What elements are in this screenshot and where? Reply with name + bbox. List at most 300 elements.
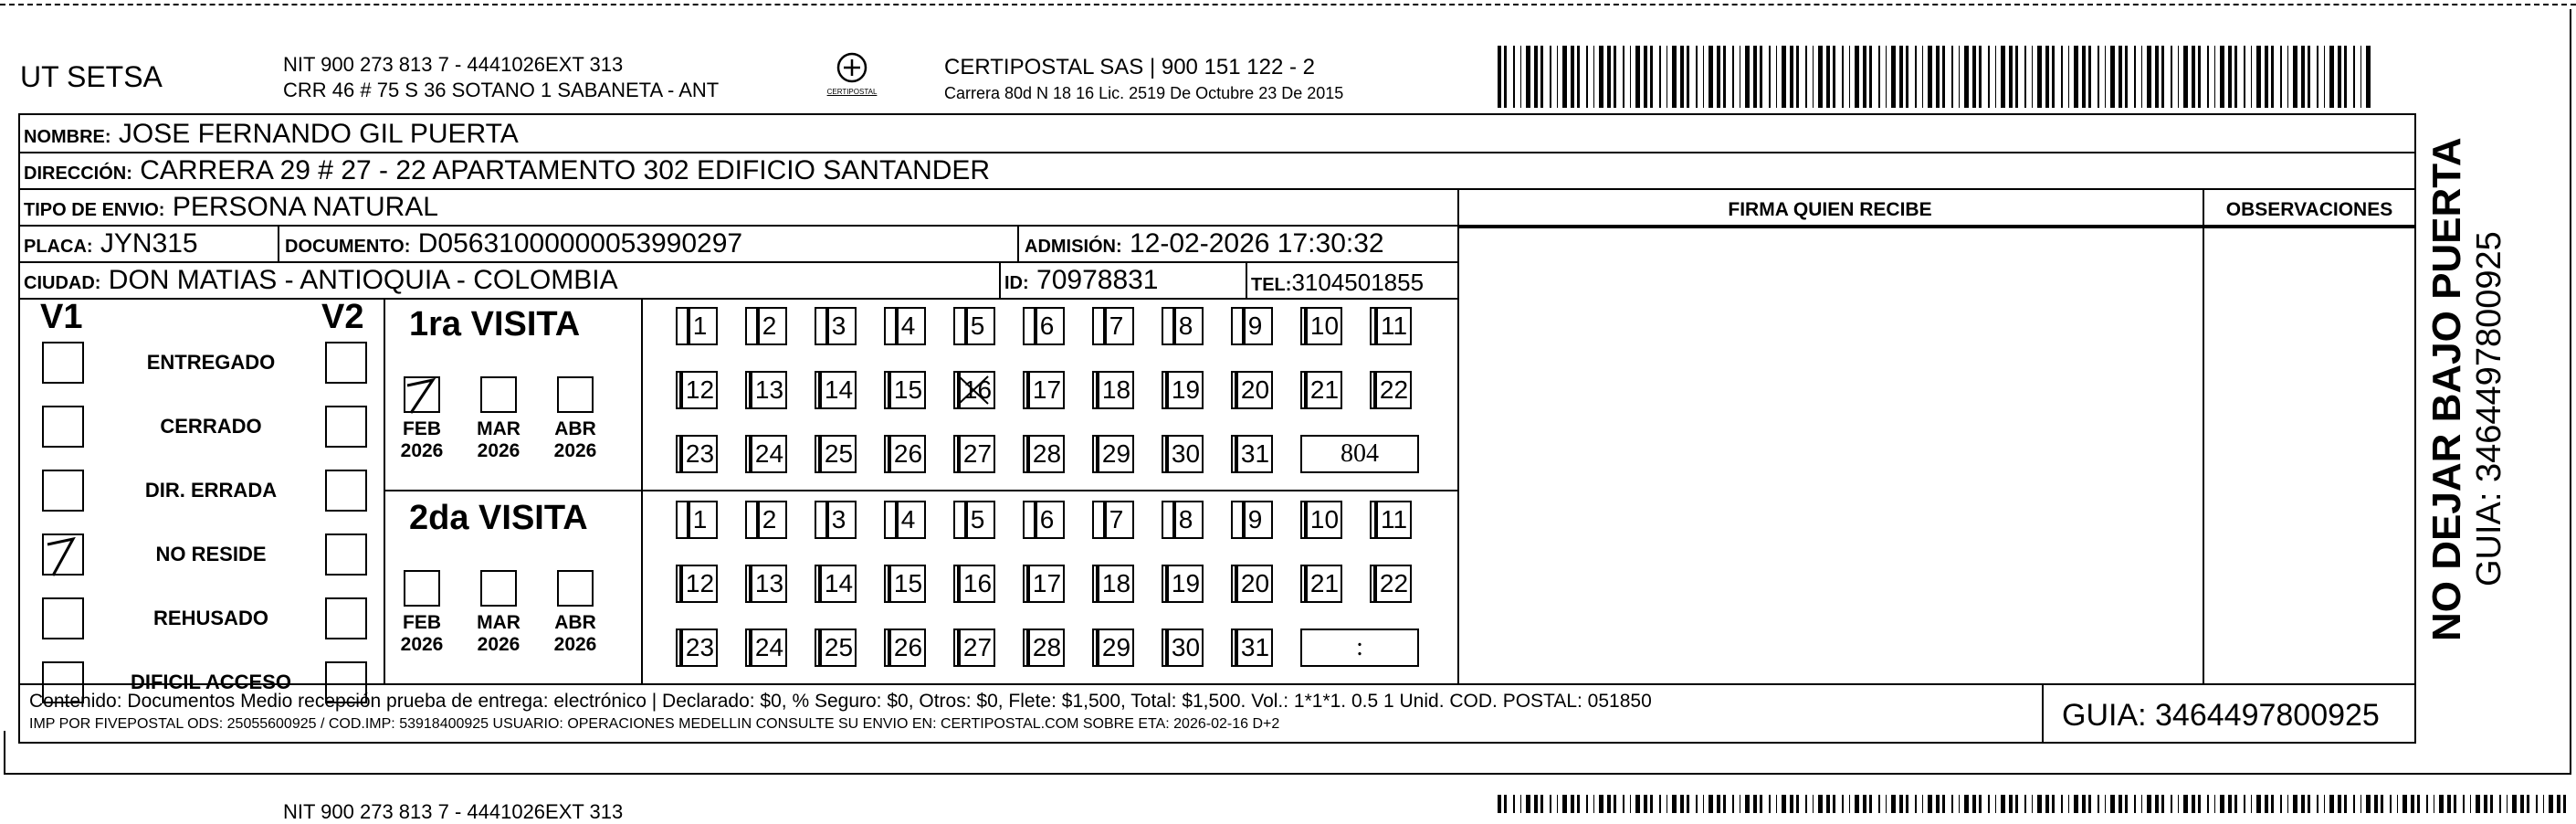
v1-checkbox[interactable] [42, 533, 84, 576]
barcode-bar [2119, 46, 2122, 108]
barcode-bar [2403, 795, 2407, 813]
day-box[interactable]: 7 [1092, 501, 1134, 539]
barcode-bar [1826, 795, 1830, 813]
barcode-bar [2426, 795, 2428, 813]
day-box[interactable]: 20 [1231, 371, 1273, 409]
v1-checkbox[interactable] [42, 470, 84, 512]
barcode-bar [2110, 46, 2115, 108]
barcode-bar [2390, 795, 2392, 813]
barcode-bar [1599, 46, 1603, 108]
barcode-bar [2105, 46, 2106, 108]
barcode-graphic [1498, 46, 2374, 108]
barcode-bar [2366, 46, 2371, 108]
barcode-bar [2141, 46, 2142, 108]
barcode-bar [2228, 795, 2232, 813]
day-box[interactable]: 27 [953, 435, 995, 473]
check-mark-icon [953, 371, 995, 409]
admision-row [1025, 228, 1384, 262]
barcode-bar [1650, 46, 1653, 108]
barcode-bar [1891, 46, 1896, 108]
month-label: FEB 2026 [400, 418, 444, 461]
day-box[interactable]: 28 [1023, 629, 1065, 667]
barcode-bar [1504, 46, 1507, 108]
barcode-bar [1614, 46, 1616, 108]
day-box[interactable]: 2 [745, 307, 787, 345]
barcode-bar [1745, 795, 1750, 813]
admision-label: ADMISIÓN: [1025, 237, 1122, 257]
barcode-bar [2074, 795, 2078, 813]
status-label: DIR. ERRADA [144, 479, 278, 502]
barcode-bar [2214, 46, 2215, 108]
day-box[interactable]: 3 [815, 307, 857, 345]
v1-label: V1 [40, 298, 83, 336]
barcode-bar [1557, 46, 1558, 108]
next-label-barcode [1498, 795, 2566, 813]
row-divider [1457, 227, 2416, 228]
ciudad-value: DON MATIAS - ANTIOQUIA - COLOMBIA [108, 265, 618, 295]
barcode-bar [2155, 795, 2159, 813]
day-box[interactable]: 13 [745, 371, 787, 409]
barcode-bar [1696, 795, 1698, 813]
second-visit-time[interactable]: : [1300, 629, 1419, 667]
day-box[interactable]: 30 [1162, 435, 1204, 473]
day-box[interactable]: 11 [1370, 501, 1412, 539]
day-box[interactable]: 29 [1092, 629, 1134, 667]
barcode-bar [1790, 46, 1793, 108]
barcode-bar [2360, 795, 2361, 813]
day-box[interactable]: 17 [1023, 371, 1065, 409]
observaciones-label: OBSERVACIONES [2225, 199, 2393, 220]
status-label: REHUSADO [153, 607, 268, 629]
barcode-bar [1813, 795, 1814, 813]
day-box[interactable]: 26 [884, 629, 926, 667]
footer-line-1: Contenido: Documentos Medio recepción prueba de entrega: electrónico | Declarado: $0, % Seguro: $0, Otros: $0, Flete: $1,500, Total: $1,500. Vol.: 1*1*1. 0.5 1 Unid. COD. POSTAL: 051850 [29, 691, 1652, 712]
barcode-bar [1818, 795, 1823, 813]
day-box[interactable]: 5 [953, 501, 995, 539]
barcode-bar [2329, 46, 2334, 108]
barcode-bar [2052, 46, 2055, 108]
v2-checkbox[interactable] [325, 597, 367, 639]
barcode-bar [1513, 46, 1515, 108]
barcode-bar [2512, 795, 2517, 813]
side-guia: GUIA: 3464497800925 [2470, 231, 2508, 586]
barcode-bar [2161, 795, 2164, 813]
barcode-bar [1863, 46, 1866, 108]
tel-value: 3104501855 [1291, 269, 1425, 296]
barcode-bar [1723, 46, 1726, 108]
day-box[interactable]: 24 [745, 629, 787, 667]
day-box[interactable]: 30 [1162, 629, 1204, 667]
day-box[interactable]: 23 [676, 629, 718, 667]
month-checkbox[interactable] [557, 570, 594, 607]
day-box[interactable]: 10 [1300, 307, 1342, 345]
barcode-bar [1687, 46, 1689, 108]
barcode-bar [2155, 46, 2159, 108]
barcode-bar [2125, 795, 2128, 813]
barcode-bar [1979, 795, 1982, 813]
barcode-bar [1826, 46, 1830, 108]
day-box[interactable]: 2 [745, 501, 787, 539]
barcode-bar [2287, 795, 2288, 813]
barcode-bar [2052, 795, 2055, 813]
barcode-bar [2360, 46, 2361, 108]
day-box[interactable]: 3 [815, 501, 857, 539]
second-visit-label: 2da VISITA [409, 499, 588, 537]
barcode-bar [1922, 795, 1923, 813]
barcode-bar [2507, 795, 2508, 813]
day-box[interactable]: 12 [676, 371, 718, 409]
day-box[interactable]: 12 [676, 565, 718, 603]
barcode-bar [2192, 795, 2195, 813]
barcode-bar [1540, 795, 1543, 813]
placa-divider [278, 225, 279, 261]
v1-checkbox[interactable] [42, 597, 84, 639]
day-box[interactable]: 14 [815, 565, 857, 603]
barcode-bar [1928, 795, 1932, 813]
day-box[interactable]: 16 [953, 565, 995, 603]
guia-divider [2042, 683, 2044, 744]
barcode-bar [2244, 46, 2245, 108]
day-box[interactable]: 8 [1162, 307, 1204, 345]
visit-divider [384, 490, 1457, 491]
barcode-bar [2015, 46, 2018, 108]
barcode-bar [2256, 46, 2261, 108]
barcode-bar [1630, 795, 1631, 813]
barcode-bar [1782, 795, 1786, 813]
barcode-bar [1687, 795, 1689, 813]
barcode-bar [2381, 795, 2383, 813]
month-label: MAR 2026 [477, 612, 520, 655]
barcode-bar [1869, 46, 1872, 108]
barcode-bar [1562, 46, 1567, 108]
barcode-bar [2557, 795, 2560, 813]
first-visit-label: 1ra VISITA [409, 305, 581, 343]
barcode-bar [2134, 795, 2136, 813]
barcode-bar [1869, 795, 1872, 813]
day-box[interactable]: 15 [884, 565, 926, 603]
day-box[interactable]: 31 [1231, 435, 1273, 473]
v2-checkbox[interactable] [325, 533, 367, 576]
day-box[interactable]: 21 [1300, 371, 1342, 409]
day-box[interactable]: 14 [815, 371, 857, 409]
barcode-bar [2338, 46, 2341, 108]
day-box[interactable]: 7 [1092, 307, 1134, 345]
tel-label: TEL: [1251, 275, 1292, 295]
barcode-bar [1696, 46, 1698, 108]
barcode-bar [1796, 46, 1799, 108]
barcode-bar [1745, 46, 1750, 108]
barcode-bar [2520, 795, 2524, 813]
day-box[interactable]: 22 [1370, 565, 1412, 603]
barcode-bar [1557, 795, 1558, 813]
barcode-bar [1635, 46, 1640, 108]
month-checkbox[interactable] [557, 376, 594, 413]
day-box[interactable]: 22 [1370, 371, 1412, 409]
barcode-bar [1964, 795, 1969, 813]
day-box[interactable]: 21 [1300, 565, 1342, 603]
logo-text: CERTIPOSTAL [826, 88, 878, 96]
day-box[interactable]: 19 [1162, 371, 1204, 409]
day-box[interactable]: 25 [815, 435, 857, 473]
v1-checkbox[interactable] [42, 342, 84, 384]
barcode-bar [1906, 46, 1908, 108]
barcode-bar [2476, 795, 2480, 813]
barcode-bar [1878, 46, 1880, 108]
nombre-row [24, 119, 519, 153]
barcode-bar [1922, 46, 1923, 108]
barcode-bar [2147, 46, 2151, 108]
direccion-row [24, 155, 990, 189]
day-box[interactable]: 18 [1092, 565, 1134, 603]
month-checkbox[interactable] [404, 570, 440, 607]
v2-checkbox[interactable] [325, 342, 367, 384]
barcode-bar [1703, 795, 1704, 813]
month-label: FEB 2026 [400, 612, 444, 655]
barcode-bar [2411, 795, 2414, 813]
barcode-bar [2088, 795, 2091, 813]
day-box[interactable]: 9 [1231, 501, 1273, 539]
barcode-bar [2417, 795, 2420, 813]
barcode-bar [1644, 795, 1647, 813]
certipostal-line-1: CERTIPOSTAL SAS | 900 151 122 - 2 [944, 55, 1315, 79]
barcode-bar [2271, 46, 2274, 108]
barcode-bar [2088, 46, 2091, 108]
day-box[interactable]: 6 [1023, 307, 1065, 345]
barcode-bar [2009, 46, 2013, 108]
direccion-value: CARRERA 29 # 27 - 22 APARTAMENTO 302 EDIFICIO SANTANDER [140, 155, 991, 185]
barcode-bar [2293, 795, 2297, 813]
barcode-bar [1942, 46, 1945, 108]
v1-checkbox[interactable] [42, 406, 84, 448]
barcode-bar [1805, 795, 1807, 813]
barcode-bar [2032, 46, 2033, 108]
barcode-bar [2470, 795, 2471, 813]
day-box[interactable]: 15 [884, 371, 926, 409]
day-box[interactable]: 28 [1023, 435, 1065, 473]
day-box[interactable]: 10 [1300, 501, 1342, 539]
barcode-bar [2074, 46, 2078, 108]
admision-value: 12-02-2026 17:30:32 [1130, 228, 1384, 259]
barcode-bar [2098, 795, 2099, 813]
v2-checkbox[interactable] [325, 406, 367, 448]
day-box[interactable]: 13 [745, 565, 787, 603]
barcode-bar [2447, 795, 2451, 813]
barcode-bar [2374, 795, 2378, 813]
barcode-bar [1899, 46, 1903, 108]
barcode-bar [2251, 795, 2252, 813]
barcode-bar [1513, 795, 1515, 813]
next-barcode-graphic [1498, 795, 2566, 813]
barcode-bar [1782, 46, 1786, 108]
barcode-bar [1504, 795, 1507, 813]
nit-line-1: NIT 900 273 813 7 - 4441026EXT 313 [283, 53, 624, 76]
barcode-bar [1607, 46, 1611, 108]
observaciones-divider [2203, 188, 2204, 683]
placa-value: JYN315 [100, 228, 198, 259]
barcode-bar [1562, 795, 1567, 813]
footer-line-2: IMP POR FIVEPOSTAL ODS: 25055600925 / COD.IMP: 53918400925 USUARIO: OPERACIONES MEDELLIN CONSULTE SU ENVIO EN: CERTIPOSTAL.COM SOBRE ETA: 2026-02-16 D+2 [29, 716, 1280, 732]
barcode-bar [2499, 795, 2501, 813]
barcode-bar [1891, 795, 1896, 813]
barcode-bar [1855, 46, 1859, 108]
barcode-bar [2234, 795, 2237, 813]
month-checkbox[interactable] [404, 376, 440, 413]
day-box[interactable]: 9 [1231, 307, 1273, 345]
barcode [1498, 46, 2374, 108]
barcode-bar [2490, 795, 2493, 813]
barcode-bar [2171, 795, 2172, 813]
barcode-bar [1534, 46, 1538, 108]
admision-divider [1017, 225, 1019, 261]
barcode-bar [1680, 46, 1684, 108]
barcode-bar [1915, 795, 1917, 813]
barcode-bar [2251, 46, 2252, 108]
day-box[interactable]: 23 [676, 435, 718, 473]
barcode-bar [1550, 46, 1551, 108]
day-box[interactable]: 27 [953, 629, 995, 667]
barcode-bar [2001, 46, 2005, 108]
day-box[interactable]: 1 [676, 307, 718, 345]
day-box[interactable]: 8 [1162, 501, 1204, 539]
status-label: DIFICIL ACCESO [130, 671, 291, 693]
day-box[interactable]: 16 [953, 371, 995, 409]
barcode-bar [1988, 795, 1990, 813]
barcode-bar [1732, 795, 1734, 813]
barcode-bar [1906, 795, 1908, 813]
barcode-bar [1769, 795, 1771, 813]
barcode-bar [1760, 795, 1762, 813]
barcode-bar [2178, 46, 2179, 108]
day-box[interactable]: 31 [1231, 629, 1273, 667]
day-box[interactable]: 26 [884, 435, 926, 473]
barcode-bar [2045, 46, 2049, 108]
barcode-bar [2228, 46, 2232, 108]
id-label: ID: [1004, 273, 1029, 293]
barcode-bar [1577, 795, 1580, 813]
barcode-bar [2220, 795, 2224, 813]
barcode-bar [2037, 46, 2042, 108]
barcode-bar [1833, 46, 1835, 108]
barcode-bar [2527, 795, 2529, 813]
v2-checkbox[interactable] [325, 470, 367, 512]
day-box[interactable]: 11 [1370, 307, 1412, 345]
day-box[interactable]: 19 [1162, 565, 1204, 603]
barcode-bar [1709, 46, 1713, 108]
day-box[interactable]: 24 [745, 435, 787, 473]
barcode-bar [1540, 46, 1543, 108]
day-box[interactable]: 20 [1231, 565, 1273, 603]
check-mark-icon [405, 378, 442, 415]
first-visit-time[interactable]: 804 [1300, 435, 1419, 473]
barcode-bar [1672, 46, 1677, 108]
barcode-bar [1849, 46, 1850, 108]
day-box[interactable]: 1 [676, 501, 718, 539]
barcode-bar [1723, 795, 1726, 813]
barcode-bar [1813, 46, 1814, 108]
barcode-bar [1796, 795, 1799, 813]
barcode-bar [2125, 46, 2128, 108]
day-box[interactable]: 5 [953, 307, 995, 345]
barcode-bar [1623, 795, 1624, 813]
barcode-bar [2353, 795, 2355, 813]
bottom-cut-line [4, 773, 2571, 775]
day-box[interactable]: 6 [1023, 501, 1065, 539]
barcode-bar [1534, 795, 1538, 813]
barcode-bar [2324, 46, 2325, 108]
ciudad-row [24, 265, 618, 299]
day-box[interactable]: 25 [815, 629, 857, 667]
barcode-bar [2463, 795, 2465, 813]
barcode-bar [1951, 46, 1953, 108]
barcode-bar [1959, 46, 1960, 108]
barcode-bar [2178, 795, 2179, 813]
barcode-bar [1635, 795, 1640, 813]
check-mark-icon [44, 535, 86, 577]
barcode-bar [2024, 46, 2026, 108]
barcode-bar [1951, 795, 1953, 813]
barcode-bar [2161, 46, 2164, 108]
documento-value: D05631000000053990297 [417, 228, 743, 259]
nombre-label: NOMBRE: [24, 127, 111, 147]
month-checkbox[interactable] [480, 570, 517, 607]
barcode-bar [1988, 46, 1990, 108]
barcode-bar [1995, 795, 1996, 813]
tel-divider [1246, 261, 1247, 298]
barcode-bar [2439, 795, 2444, 813]
documento-label: DOCUMENTO: [285, 237, 411, 257]
barcode-bar [2344, 795, 2347, 813]
barcode-bar [1526, 46, 1530, 108]
barcode-bar [1959, 795, 1960, 813]
company-name: UT SETSA [20, 60, 163, 93]
barcode-bar [2308, 795, 2310, 813]
barcode-bar [2301, 46, 2305, 108]
certipostal-logo [820, 51, 884, 106]
barcode-bar [1659, 46, 1661, 108]
barcode-bar [2098, 46, 2099, 108]
barcode-bar [2024, 795, 2026, 813]
barcode-bar [1659, 795, 1661, 813]
barcode-bar [2543, 795, 2544, 813]
barcode-bar [2271, 795, 2274, 813]
barcode-bar [1571, 46, 1574, 108]
month-label: MAR 2026 [477, 418, 520, 461]
day-box[interactable]: 17 [1023, 565, 1065, 603]
barcode-bar [1776, 795, 1777, 813]
status-label: NO RESIDE [155, 543, 267, 565]
barcode-bar [1520, 795, 1521, 813]
barcode-bar [1790, 795, 1793, 813]
day-box[interactable]: 4 [884, 501, 926, 539]
barcode-bar [2147, 795, 2151, 813]
barcode-bar [2192, 46, 2195, 108]
day-box[interactable]: 18 [1092, 371, 1134, 409]
barcode-bar [2214, 795, 2215, 813]
day-box[interactable]: 29 [1092, 435, 1134, 473]
id-divider [999, 261, 1001, 298]
barcode-bar [1995, 46, 1996, 108]
barcode-bar [1732, 46, 1734, 108]
month-checkbox[interactable] [480, 376, 517, 413]
barcode-bar [1928, 46, 1932, 108]
barcode-bar [2293, 46, 2297, 108]
barcode-bar [1818, 46, 1823, 108]
barcode-bar [2001, 795, 2005, 813]
day-box[interactable]: 4 [884, 307, 926, 345]
barcode-bar [1979, 46, 1982, 108]
barcode-bar [1717, 795, 1720, 813]
barcode-bar [2134, 46, 2136, 108]
